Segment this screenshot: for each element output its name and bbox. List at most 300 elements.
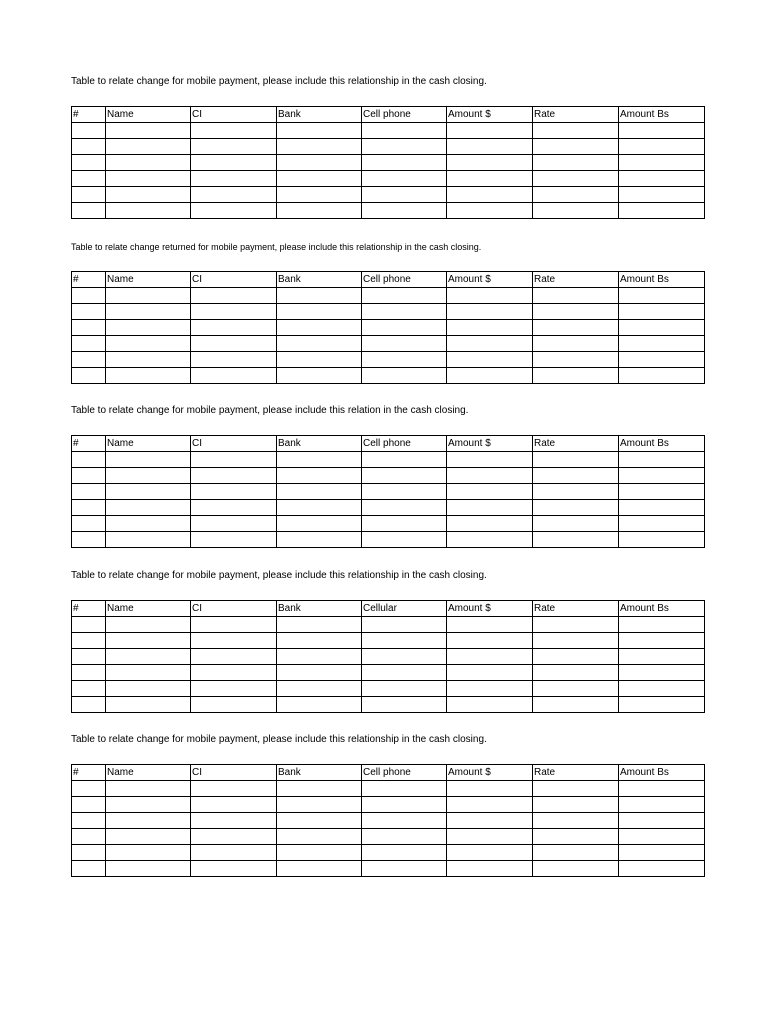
table-cell [106,452,191,468]
header-ci: CI [191,272,277,288]
table-cell [447,500,533,516]
table-cell [533,484,619,500]
table-cell [72,813,106,829]
table-cell [191,500,277,516]
table-cell [362,861,447,877]
table-cell [533,697,619,713]
table-cell [191,368,277,384]
table-cell [533,829,619,845]
table-row [72,781,705,797]
header-ci: CI [191,765,277,781]
table-cell [447,484,533,500]
table-cell [447,155,533,171]
table-row [72,516,705,532]
table-cell [447,187,533,203]
table-cell [191,845,277,861]
table-cell [447,532,533,548]
table-cell [619,336,705,352]
table-cell [191,829,277,845]
table-cell [106,139,191,155]
table-cell [533,139,619,155]
header-rate: Rate [533,601,619,617]
table-cell [619,139,705,155]
table-cell [277,288,362,304]
table-row [72,336,705,352]
table-cell [533,532,619,548]
header-bank: Bank [277,436,362,452]
table-cell [447,681,533,697]
table-cell [191,336,277,352]
table-cell [619,813,705,829]
table-cell [447,123,533,139]
table-cell [106,288,191,304]
table-cell [277,171,362,187]
header-cell-phone: Cell phone [362,272,447,288]
table-cell [191,155,277,171]
table-cell [533,203,619,219]
table-cell [362,139,447,155]
table-cell [72,665,106,681]
table-cell [277,452,362,468]
section-caption: Table to relate change returned for mobile payment, please include this relationship in the cash closing. [71,242,482,252]
table-cell [362,681,447,697]
table-cell [362,155,447,171]
table-cell [72,532,106,548]
table-cell [72,368,106,384]
table-cell [277,123,362,139]
header-number: # [72,272,106,288]
table-cell [362,633,447,649]
header-bank: Bank [277,272,362,288]
table-cell [106,781,191,797]
table-cell [447,368,533,384]
table-cell [619,845,705,861]
table-cell [72,649,106,665]
table-cell [106,203,191,219]
table-cell [619,368,705,384]
header-name: Name [106,601,191,617]
table-row [72,532,705,548]
table-cell [447,468,533,484]
table-row [72,452,705,468]
table-cell [619,171,705,187]
table-cell [619,861,705,877]
header-ci: CI [191,601,277,617]
table-cell [533,797,619,813]
table-cell [447,617,533,633]
header-amount-usd: Amount $ [447,272,533,288]
table-cell [447,797,533,813]
table-cell [277,845,362,861]
header-name: Name [106,436,191,452]
table-cell [106,617,191,633]
header-amount-bs: Amount Bs [619,272,705,288]
table-cell [72,288,106,304]
table-cell [72,697,106,713]
table-cell [72,500,106,516]
table-header-row [72,601,705,617]
table-cell [191,139,277,155]
table-cell [533,320,619,336]
table-cell [106,500,191,516]
mobile-payment-table-3 [71,435,705,548]
table-cell [533,336,619,352]
table-cell [533,813,619,829]
table-cell [72,861,106,877]
header-bank: Bank [277,107,362,123]
table-cell [277,649,362,665]
table-cell [277,665,362,681]
table-header-row [72,436,705,452]
table-cell [362,797,447,813]
header-name: Name [106,107,191,123]
table-cell [191,697,277,713]
table-cell [106,368,191,384]
table-cell [106,171,191,187]
table-cell [619,187,705,203]
table-cell [72,781,106,797]
header-rate: Rate [533,765,619,781]
table-cell [191,484,277,500]
table-cell [447,516,533,532]
table-row [72,187,705,203]
section-caption: Table to relate change for mobile payment, please include this relationship in the cash closing. [71,76,487,87]
table-cell [277,829,362,845]
header-amount-bs: Amount Bs [619,601,705,617]
header-cellular: Cellular [362,601,447,617]
table-cell [277,681,362,697]
table-cell [362,665,447,681]
table-cell [72,139,106,155]
table-cell [72,320,106,336]
table-cell [72,516,106,532]
table-cell [191,171,277,187]
table-cell [447,203,533,219]
table-cell [447,139,533,155]
table-cell [447,336,533,352]
table-cell [533,516,619,532]
table-cell [277,500,362,516]
table-cell [191,187,277,203]
table-cell [191,861,277,877]
header-bank: Bank [277,765,362,781]
table-cell [106,484,191,500]
table-cell [447,649,533,665]
header-cell-phone: Cell phone [362,436,447,452]
table-cell [106,516,191,532]
table-row [72,484,705,500]
table-cell [106,187,191,203]
table-cell [619,532,705,548]
table-cell [533,617,619,633]
table-cell [619,352,705,368]
table-cell [106,797,191,813]
table-cell [72,155,106,171]
section-caption: Table to relate change for mobile payment, please include this relation in the cash closing. [71,405,469,416]
table-cell [362,452,447,468]
header-number: # [72,436,106,452]
header-amount-usd: Amount $ [447,107,533,123]
table-cell [191,123,277,139]
table-cell [447,697,533,713]
table-row [72,304,705,320]
table-cell [191,288,277,304]
table-row [72,813,705,829]
table-cell [191,304,277,320]
table-cell [619,203,705,219]
table-cell [533,288,619,304]
header-amount-bs: Amount Bs [619,436,705,452]
table-cell [106,681,191,697]
table-cell [191,617,277,633]
table-cell [277,187,362,203]
table-row [72,649,705,665]
table-cell [362,352,447,368]
table-cell [362,123,447,139]
table-cell [619,781,705,797]
table-cell [277,532,362,548]
table-cell [362,336,447,352]
table-cell [106,352,191,368]
mobile-payment-table-5 [71,764,705,877]
table-cell [72,797,106,813]
table-cell [447,861,533,877]
table-cell [106,861,191,877]
table-row [72,139,705,155]
table-cell [362,304,447,320]
table-cell [191,681,277,697]
table-row [72,500,705,516]
table-cell [619,649,705,665]
table-cell [533,781,619,797]
table-cell [277,861,362,877]
table-cell [533,123,619,139]
table-cell [533,304,619,320]
table-row [72,288,705,304]
header-amount-usd: Amount $ [447,601,533,617]
table-cell [72,681,106,697]
table-cell [191,813,277,829]
table-cell [72,452,106,468]
table-cell [191,352,277,368]
header-name: Name [106,272,191,288]
table-row [72,697,705,713]
table-cell [106,336,191,352]
table-cell [277,336,362,352]
table-cell [277,304,362,320]
table-cell [362,368,447,384]
table-cell [447,352,533,368]
table-cell [362,845,447,861]
table-cell [72,845,106,861]
table-cell [72,633,106,649]
header-rate: Rate [533,272,619,288]
table-cell [191,468,277,484]
table-cell [533,681,619,697]
table-cell [277,633,362,649]
table-cell [277,352,362,368]
table-cell [277,320,362,336]
table-cell [191,532,277,548]
table-cell [362,617,447,633]
table-cell [191,633,277,649]
table-cell [191,320,277,336]
table-cell [533,468,619,484]
table-cell [619,123,705,139]
header-rate: Rate [533,436,619,452]
table-cell [619,665,705,681]
table-cell [362,320,447,336]
table-cell [362,187,447,203]
table-cell [362,697,447,713]
table-cell [277,368,362,384]
table-cell [72,468,106,484]
table-row [72,171,705,187]
table-cell [72,187,106,203]
header-name: Name [106,765,191,781]
table-cell [619,468,705,484]
table-cell [619,484,705,500]
table-cell [619,500,705,516]
table-cell [447,813,533,829]
table-cell [533,665,619,681]
table-row [72,797,705,813]
table-cell [106,155,191,171]
section-caption: Table to relate change for mobile payment, please include this relationship in the cash closing. [71,734,487,745]
mobile-payment-table-4 [71,600,705,713]
section-caption: Table to relate change for mobile payment, please include this relationship in the cash closing. [71,570,487,581]
table-cell [277,484,362,500]
table-cell [106,665,191,681]
mobile-payment-table-2 [71,271,705,384]
table-cell [277,813,362,829]
table-row [72,352,705,368]
table-cell [362,829,447,845]
header-amount-bs: Amount Bs [619,765,705,781]
table-cell [533,187,619,203]
table-cell [362,813,447,829]
table-row [72,861,705,877]
table-cell [277,697,362,713]
table-header-row [72,107,705,123]
table-cell [191,452,277,468]
table-cell [191,649,277,665]
table-cell [533,649,619,665]
table-cell [72,352,106,368]
table-cell [362,484,447,500]
table-cell [362,288,447,304]
table-cell [533,845,619,861]
table-cell [72,829,106,845]
table-row [72,368,705,384]
table-cell [72,123,106,139]
table-row [72,123,705,139]
table-cell [277,155,362,171]
table-cell [191,516,277,532]
table-cell [447,633,533,649]
table-cell [533,352,619,368]
table-cell [619,681,705,697]
table-cell [106,468,191,484]
header-cell-phone: Cell phone [362,107,447,123]
table-cell [533,155,619,171]
table-cell [619,829,705,845]
table-cell [533,861,619,877]
table-row [72,468,705,484]
table-cell [619,797,705,813]
table-cell [619,617,705,633]
table-cell [447,665,533,681]
table-cell [277,781,362,797]
table-cell [533,500,619,516]
table-header-row [72,765,705,781]
table-cell [447,320,533,336]
table-cell [362,781,447,797]
table-cell [191,781,277,797]
table-cell [619,155,705,171]
table-row [72,665,705,681]
table-cell [191,797,277,813]
table-cell [106,123,191,139]
table-cell [106,845,191,861]
table-cell [619,697,705,713]
table-cell [277,797,362,813]
table-row [72,681,705,697]
table-cell [106,304,191,320]
table-cell [106,649,191,665]
table-cell [533,633,619,649]
header-number: # [72,765,106,781]
table-header-row [72,272,705,288]
table-cell [72,304,106,320]
table-cell [106,532,191,548]
table-cell [106,697,191,713]
table-row [72,203,705,219]
table-cell [277,139,362,155]
table-cell [362,532,447,548]
header-number: # [72,601,106,617]
table-row [72,845,705,861]
header-ci: CI [191,436,277,452]
table-cell [191,203,277,219]
table-row [72,155,705,171]
table-cell [191,665,277,681]
table-cell [362,468,447,484]
mobile-payment-table-1 [71,106,705,219]
header-amount-usd: Amount $ [447,436,533,452]
table-cell [447,845,533,861]
table-cell [106,320,191,336]
table-cell [619,304,705,320]
header-number: # [72,107,106,123]
table-cell [106,633,191,649]
table-cell [533,368,619,384]
table-cell [72,484,106,500]
table-row [72,633,705,649]
table-cell [72,203,106,219]
header-cell-phone: Cell phone [362,765,447,781]
table-cell [106,813,191,829]
table-cell [106,829,191,845]
table-cell [447,781,533,797]
table-row [72,829,705,845]
header-bank: Bank [277,601,362,617]
table-cell [619,633,705,649]
table-cell [533,171,619,187]
table-cell [277,468,362,484]
table-cell [277,617,362,633]
table-cell [72,171,106,187]
